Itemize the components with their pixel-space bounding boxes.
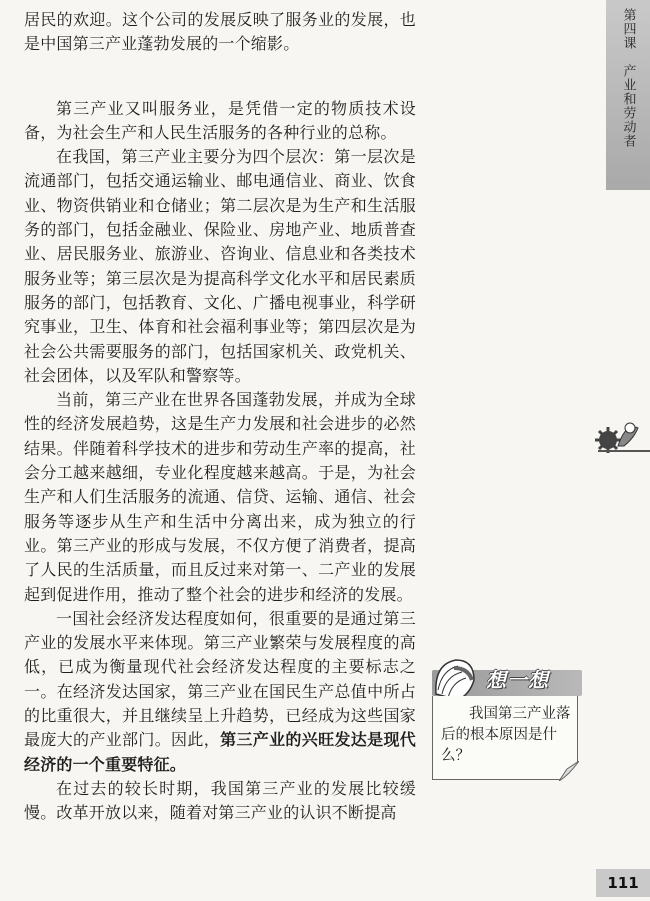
paragraph-2: 第三产业又叫服务业，是凭借一定的物质技术设备，为社会生产和人民生活服务的各种行业的总称。	[24, 98, 416, 142]
lesson-side-tab	[606, 0, 650, 190]
think-question-text: 我国第三产业落后的根本原因是什么？	[441, 706, 571, 764]
paragraph-gap	[24, 57, 416, 97]
paragraph-5	[24, 607, 416, 777]
page-number: 111	[596, 869, 650, 897]
page-curl-icon	[559, 761, 579, 781]
think-question-box	[432, 696, 578, 780]
paragraph-6: 在过去的较长时期，我国第三产业的发展比较缓慢。改革开放以来，随着对第三产业的认识不断提高	[24, 778, 416, 823]
think-question	[441, 704, 571, 767]
paragraph-1: 居民的欢迎。这个公司的发展反映了服务业的发展，也是中国第三产业蓬勃发展的一个缩影。	[24, 10, 416, 54]
paragraph-4: 当前，第三产业在世界各国蓬勃发展，并成为全球性的经济发展趋势，这是生产力发展和社会进步的必然结果。伴随着科学技术的进步和劳动生产率的提高，社会分工越来越细，专业化程度越来越高。于是，为社会生产和人们生活服务的流通、信贷、运输、通信、社会服务等逐步从生产和生活中分离出来，成为独立的行业。第三产业的形成与发展，不仅方便了消费者，提高了人民的生活质量，而且反过来对第一、二产业的发展起到促进作用，推动了整个社会的进步和经济的发展。	[24, 390, 416, 604]
margin-divider	[598, 450, 650, 452]
lesson-number: 第四课	[620, 8, 636, 50]
paragraph-3: 在我国，第三产业主要分为四个层次：第一层次是流通部门，包括交通运输业、邮电通信业、商业、饮食业、物资供销业和仓储业；第二层次是为生产和生活服务的部门，包括金融业、保险业、房地产业、地质普查业、居民服务业、旅游业、咨询业、信息业和各类技术服务业等；第三层次是为提高科学文化水平和居民素质服务的部门，包括教育、文化、广播电视事业，科学研究事业，卫生、体育和社会福利事业等；第四层次是为社会公共需要服务的部门，包括国家机关、政党机关、社会团体，以及军队和警察等。	[24, 147, 416, 385]
main-text-column	[24, 8, 416, 826]
paragraph-5-text: 一国社会经济发达程度如何，很重要的是通过第三产业的发展水平来体现。第三产业繁荣与发展程度的高低，已成为衡量现代社会经济发达程度的主要标志之一。在经济发达国家，第三产业在国民生产总值中所占的比重很大，并且继续呈上升趋势，已经成为这些国家最庞大的产业部门。因此，	[24, 608, 416, 750]
think-title: 想一想	[486, 668, 549, 692]
think-box	[432, 650, 582, 780]
paragraph-5-bold-text: 第三产业的兴旺发达是现代经济的一个重要特征。	[24, 730, 417, 774]
lesson-topic: 产业和劳动者	[620, 64, 636, 148]
